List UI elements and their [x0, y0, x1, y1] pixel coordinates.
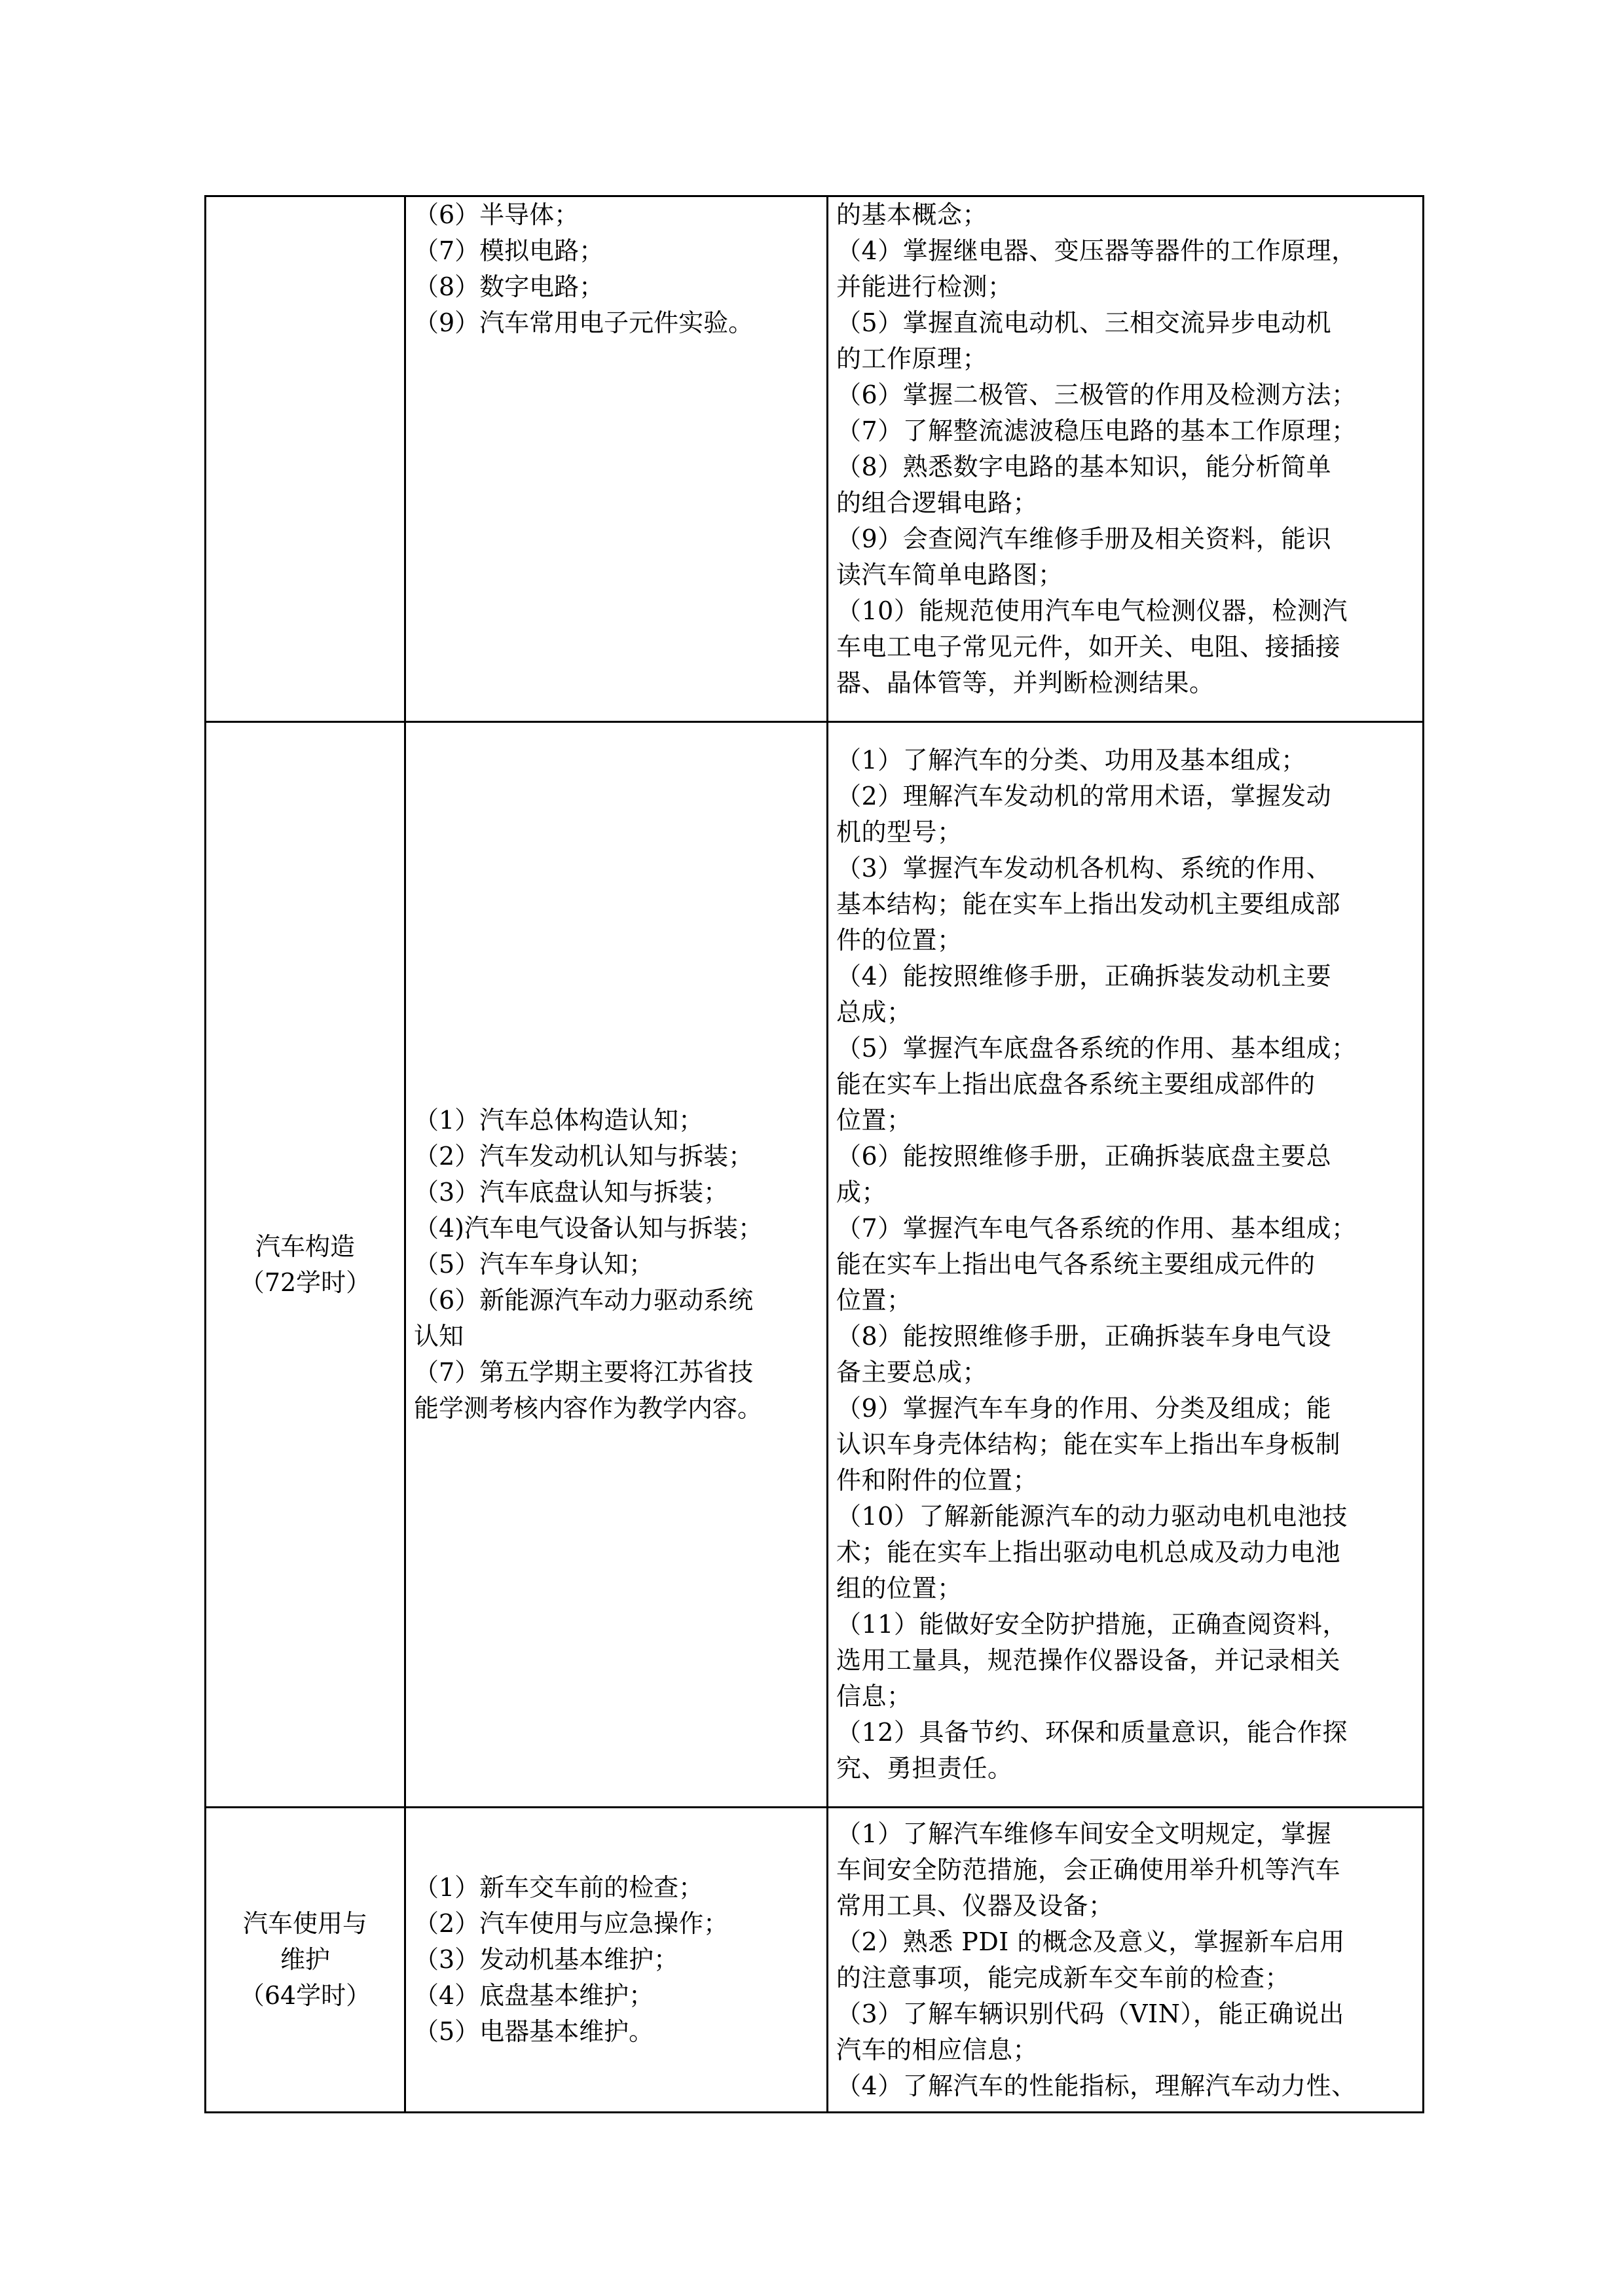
requirement-line: （7）了解整流滤波稳压电路的基本工作原理；	[836, 416, 1357, 445]
content-line: （1）汽车总体构造认知；	[414, 1106, 704, 1135]
content-line: （4）底盘基本维护；	[414, 1981, 654, 2010]
requirement-line: 认识车身壳体结构；能在实车上指出车身板制	[836, 1430, 1341, 1459]
course-content-cell	[405, 722, 828, 1808]
requirement-line: 位置；	[836, 1286, 912, 1315]
requirement-line: 能在实车上指出电气各系统主要组成元件的	[836, 1250, 1316, 1279]
content-line: （8）数字电路；	[414, 272, 604, 301]
requirement-line: （8）能按照维修手册，正确拆装车身电气设	[836, 1322, 1332, 1351]
requirement-line: 常用工具、仪器及设备；	[836, 1891, 1114, 1920]
requirement-line: 成；	[836, 1178, 887, 1207]
course-hours: （72学时）	[239, 1267, 371, 1297]
requirement-line: （4）掌握继电器、变压器等器件的工作原理，	[836, 236, 1357, 265]
content-line: （2）汽车使用与应急操作；	[414, 1909, 729, 1938]
requirement-line: 总成；	[836, 998, 912, 1027]
requirement-line: （5）掌握直流电动机、三相交流异步电动机	[836, 308, 1332, 337]
requirement-line: 的组合逻辑电路；	[836, 488, 1039, 517]
requirement-line: 读汽车简单电路图；	[836, 560, 1063, 589]
requirement-line: 组的位置；	[836, 1574, 963, 1603]
requirement-line: 究、勇担责任。	[836, 1754, 1013, 1783]
requirement-line: 术；能在实车上指出驱动电机总成及动力电池	[836, 1538, 1341, 1567]
course-name: 汽车构造	[255, 1231, 355, 1261]
requirement-line: 车电工电子常见元件，如开关、电阻、接插接	[836, 632, 1341, 661]
curriculum-table-body	[206, 196, 1424, 2113]
table-row	[206, 1808, 1424, 2113]
requirement-line: （1）了解汽车维修车间安全文明规定，掌握	[836, 1819, 1332, 1848]
requirements-cell	[828, 1808, 1424, 2113]
requirement-line: （10）了解新能源汽车的动力驱动电机电池技	[836, 1502, 1348, 1531]
requirement-line: （9）会查阅汽车维修手册及相关资料，能识	[836, 524, 1332, 553]
content-line: 能学测考核内容作为教学内容。	[414, 1394, 763, 1423]
requirement-line: 信息；	[836, 1682, 912, 1711]
requirement-line: 选用工量具，规范操作仪器设备，并记录相关	[836, 1646, 1341, 1675]
content-line: （7）第五学期主要将江苏省技	[414, 1358, 754, 1387]
course-name-cell	[206, 722, 405, 1808]
course-name-cell	[206, 196, 405, 722]
requirement-line: （10）能规范使用汽车电气检测仪器，检测汽	[836, 596, 1348, 625]
course-name-cell	[206, 1808, 405, 2113]
requirement-line: （6）能按照维修手册，正确拆装底盘主要总	[836, 1142, 1332, 1171]
requirement-line: 器、晶体管等，并判断检测结果。	[836, 668, 1215, 697]
requirement-line: （4）了解汽车的性能指标，理解汽车动力性、	[836, 2071, 1357, 2100]
requirement-line: （12）具备节约、环保和质量意识，能合作探	[836, 1718, 1348, 1747]
requirement-line: （8）熟悉数字电路的基本知识，能分析简单	[836, 452, 1332, 481]
requirement-line: （5）掌握汽车底盘各系统的作用、基本组成；	[836, 1034, 1357, 1063]
requirement-line: 的基本概念；	[836, 200, 988, 229]
content-line: （9）汽车常用电子元件实验。	[414, 308, 754, 337]
requirement-line: 的工作原理；	[836, 344, 988, 373]
requirement-line: （4）能按照维修手册，正确拆装发动机主要	[836, 962, 1332, 991]
requirements-cell	[828, 196, 1424, 722]
course-content-cell	[405, 1808, 828, 2113]
content-line: （5）电器基本维护。	[414, 2017, 654, 2046]
content-line: 认知	[414, 1322, 464, 1351]
requirement-line: （9）掌握汽车车身的作用、分类及组成；能	[836, 1394, 1332, 1423]
requirement-line: （2）理解汽车发动机的常用术语，掌握发动	[836, 782, 1332, 811]
content-line: （7）模拟电路；	[414, 236, 604, 265]
requirement-line: 基本结构；能在实车上指出发动机主要组成部	[836, 890, 1341, 919]
requirement-line: （1）了解汽车的分类、功用及基本组成；	[836, 746, 1306, 774]
requirement-line: （2）熟悉 PDI 的概念及意义，掌握新车启用	[836, 1927, 1345, 1956]
requirement-line: 件的位置；	[836, 926, 963, 955]
requirement-line: 汽车的相应信息；	[836, 2035, 1039, 2064]
requirement-line: （3）掌握汽车发动机各机构、系统的作用、	[836, 854, 1332, 883]
content-line: （3）发动机基本维护；	[414, 1945, 679, 1974]
content-line: （4)汽车电气设备认知与拆装；	[414, 1214, 764, 1243]
content-line: （2）汽车发动机认知与拆装；	[414, 1142, 754, 1171]
curriculum-table	[204, 195, 1424, 2113]
content-line: （5）汽车车身认知；	[414, 1250, 654, 1279]
requirement-line: 并能进行检测；	[836, 272, 1013, 301]
requirement-line: 车间安全防范措施，会正确使用举升机等汽车	[836, 1855, 1341, 1884]
content-line: （1）新车交车前的检查；	[414, 1873, 704, 1902]
course-hours: （64学时）	[239, 1981, 371, 2010]
table-row	[206, 196, 1424, 722]
content-line: （6）新能源汽车动力驱动系统	[414, 1286, 754, 1315]
requirement-line: 机的型号；	[836, 818, 963, 847]
requirement-line: 的注意事项，能完成新车交车前的检查；	[836, 1963, 1291, 1992]
course-name: 汽车使用与	[242, 1909, 367, 1938]
requirement-line: 位置；	[836, 1106, 912, 1135]
requirement-line: （3）了解车辆识别代码（VIN），能正确说出	[836, 1999, 1344, 2028]
requirement-line: （11）能做好安全防护措施，正确查阅资料，	[836, 1610, 1348, 1639]
requirement-line: （6）掌握二极管、三极管的作用及检测方法；	[836, 380, 1357, 409]
content-line: （3）汽车底盘认知与拆装；	[414, 1178, 729, 1207]
requirements-cell	[828, 722, 1424, 1808]
content-line: （6）半导体；	[414, 200, 580, 229]
requirement-line: 件和附件的位置；	[836, 1466, 1039, 1495]
requirement-line: 备主要总成；	[836, 1358, 988, 1387]
course-content-cell	[405, 196, 828, 722]
requirement-line: 能在实车上指出底盘各系统主要组成部件的	[836, 1070, 1316, 1099]
course-name: 维护	[280, 1945, 330, 1974]
requirement-line: （7）掌握汽车电气各系统的作用、基本组成；	[836, 1214, 1357, 1243]
table-row	[206, 722, 1424, 1808]
